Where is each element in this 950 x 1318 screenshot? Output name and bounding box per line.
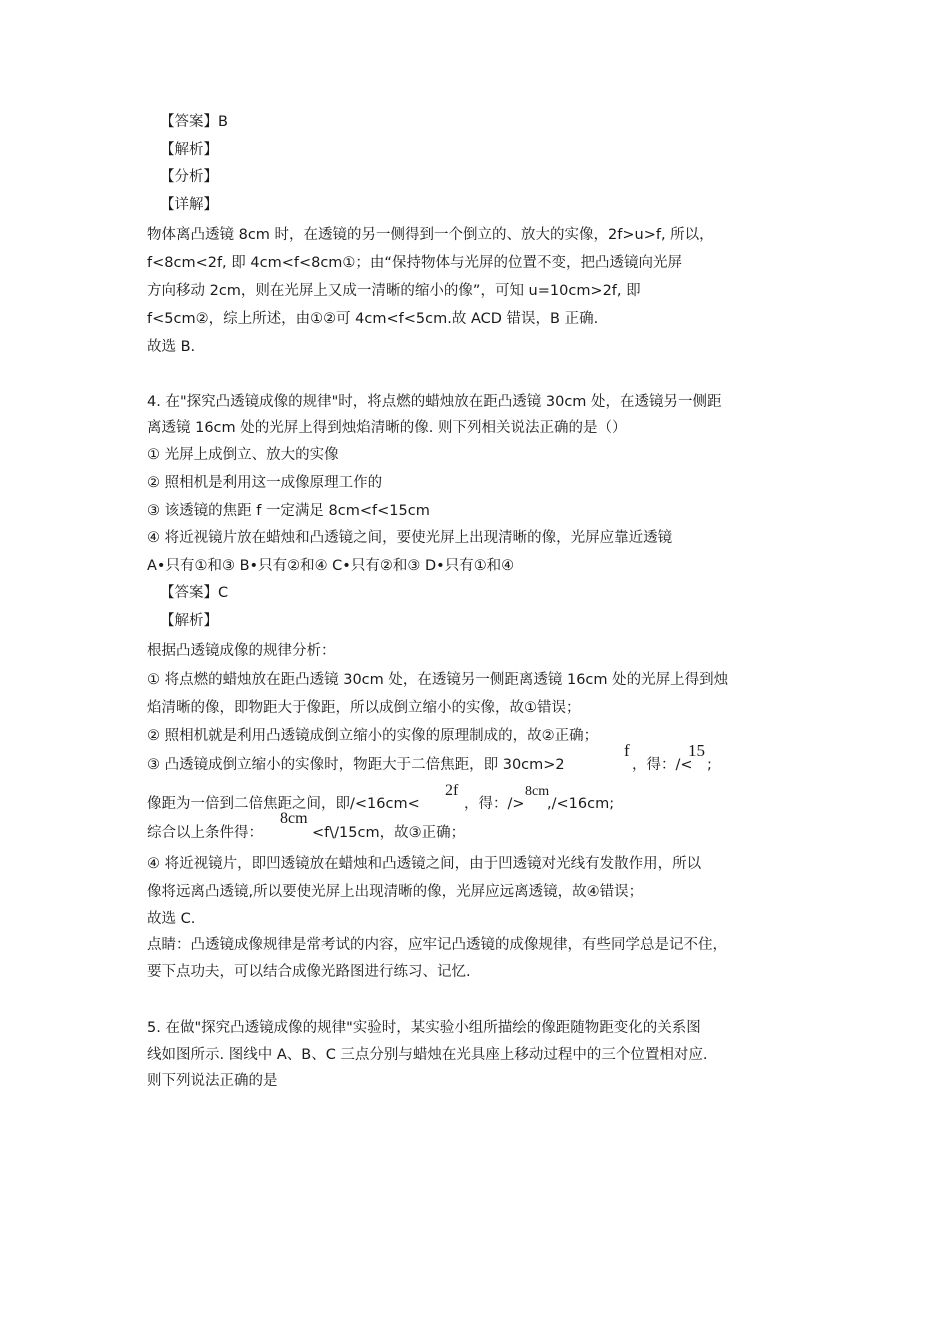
q4-analysis-line-7 [147, 810, 466, 843]
q4-analysis-line-8: ④ 将近视镜片，即凹透镜放在蜡烛和凸透镜之间，由于凹透镜对光线有发散作用，所以 [147, 856, 702, 872]
fraction-2f: 2f [445, 782, 459, 799]
q4-conclusion: 故选 C. [147, 911, 196, 927]
q4-analysis-heading: 【解析】 [160, 613, 218, 629]
q4-analysis-line-7-text: 综合以上条件得： [147, 825, 263, 841]
q4-analysis-line-5-end: ; [707, 757, 712, 773]
q4-analysis-line-5 [147, 741, 712, 775]
q4-stem-line-2: 离透镜 16cm 处的光屏上得到烛焰清晰的像. 则下列相关说法正确的是（） [147, 420, 627, 436]
q3-detail-line-3: 方向移动 2cm，则在光屏上又成一清晰的缩小的像”，可知 u=10cm>2f, 即 [147, 283, 641, 299]
q3-conclusion: 故选 B. [147, 339, 196, 355]
q4-analysis-line-3: 焰清晰的像，即物距大于像距，所以成倒立缩小的实像，故①错误； [147, 700, 581, 716]
q4-analysis-line-5-mid: ，得：/< [632, 757, 693, 773]
q5-stem-line-1: 5. 在做"探究凸透镜成像的规律"实验时，某实验小组所描绘的像距随物距变化的关系图 [147, 1020, 701, 1036]
fraction-15: 15 [688, 741, 705, 760]
q4-tip-line-2: 要下点功夫，可以结合成像光路图进行练习、记忆. [147, 964, 471, 980]
fraction-8cm-2: 8cm [280, 810, 308, 827]
q3-detail-line-1: 物体离凸透镜 8cm 时，在透镜的另一侧得到一个倒立的、放大的实像，2f>u>f, 所以， [147, 227, 714, 243]
q3-detail-line-2: f<8cm<2f, 即 4cm<f<8cm①；由“保持物体与光屏的位置不变，把凸透镜向光屏 [147, 255, 682, 271]
q3-detail-heading: 【详解】 [160, 197, 218, 213]
q4-answer-heading: 【答案】C [160, 585, 229, 601]
q4-option-4: ④ 将近视镜片放在蜡烛和凸透镜之间，要使光屏上出现清晰的像，光屏应靠近透镜 [147, 530, 673, 546]
q4-analysis-line-6-text: 像距为一倍到二倍焦距之间，即/<16cm< [147, 796, 420, 812]
q4-analysis-line-9: 像将远离凸透镜,所以要使光屏上出现清晰的像，光屏应远离透镜，故④错误； [147, 884, 644, 900]
q3-analysis-heading: 【解析】 [160, 142, 218, 158]
q3-fenxi-heading: 【分析】 [160, 169, 218, 185]
fraction-f: f [624, 741, 630, 760]
q4-option-1: ① 光屏上成倒立、放大的实像 [147, 447, 339, 463]
q4-option-2: ② 照相机是利用这一成像原理工作的 [147, 475, 383, 491]
q4-analysis-line-7-end: <f\/15cm，故③正确； [312, 825, 466, 841]
fraction-8cm: 8cm [525, 784, 550, 799]
q3-answer-heading: 【答案】B [160, 114, 228, 130]
q4-analysis-line-4: ② 照相机就是利用凸透镜成倒立缩小的实像的原理制成的，故②正确； [147, 728, 599, 744]
q4-analysis-line-6-mid: ，得：/> [464, 796, 525, 812]
q5-stem-line-2: 线如图所示. 图线中 A、B、C 三点分别与蜡烛在光具座上移动过程中的三个位置相对应. [147, 1047, 708, 1063]
q4-choices: A•只有①和③ B•只有②和④ C•只有②和③ D•只有①和④ [147, 558, 515, 574]
q5-stem-line-3: 则下列说法正确的是 [147, 1073, 278, 1089]
q3-detail-line-4: f<5cm②，综上所述，由①②可 4cm<f<5cm.故 ACD 错误，B 正确. [147, 311, 599, 327]
q4-analysis-line-1: 根据凸透镜成像的规律分析： [147, 643, 336, 659]
q4-analysis-line-2: ① 将点燃的蜡烛放在距凸透镜 30cm 处，在透镜另一侧距离透镜 16cm 处的光屏上得到烛 [147, 672, 729, 688]
q4-tip-line-1: 点睛：凸透镜成像规律是常考试的内容，应牢记凸透镜的成像规律，有些同学总是记不住， [147, 937, 727, 953]
q4-option-3: ③ 该透镜的焦距 f 一定满足 8cm<f<15cm [147, 503, 430, 519]
q4-analysis-line-6-end: ,/<16cm; [547, 796, 615, 812]
q4-stem-line-1: 4. 在"探究凸透镜成像的规律"时，将点燃的蜡烛放在距凸透镜 30cm 处，在透镜另一侧距 [147, 394, 722, 410]
q4-analysis-line-5-text: ③ 凸透镜成倒立缩小的实像时，物距大于二倍焦距，即 30cm>2 [147, 757, 565, 773]
